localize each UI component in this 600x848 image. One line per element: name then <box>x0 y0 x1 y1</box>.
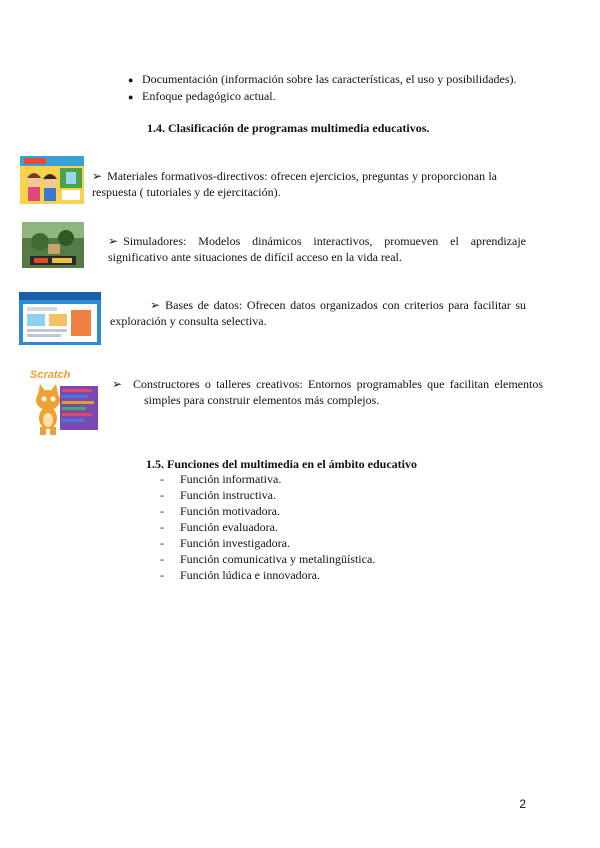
bullet-item: ● Documentación (información sobre las características, el uso y posibilidades). <box>128 72 517 86</box>
list-item: - Función evaluadora. <box>160 520 278 534</box>
list-item: - Función comunicativa y metalingüística. <box>160 552 376 566</box>
simulation-game-image <box>22 222 84 268</box>
classification-item-formative: ➢ Materiales formativos-directivos: ofrecen ejercicios, preguntas y proporcionan la respuesta ( tutoriales y de ejercitación). <box>92 169 497 199</box>
classification-item-simulators: ➢ Simuladores: Modelos dinámicos interactivos, promueven el aprendizaje significativo ante situaciones de difícil acceso en la vida real. <box>108 234 526 264</box>
list-item: - Función informativa. <box>160 472 282 486</box>
page-number: 2 <box>519 797 526 811</box>
list-item: - Función lúdica e innovadora. <box>160 568 320 582</box>
arrow-bullet-icon: ➢ <box>92 169 103 183</box>
section-heading: 1.5. Funciones del multimedia en el ámbito educativo <box>146 457 417 471</box>
bullet-dot-icon: ● <box>128 75 134 85</box>
arrow-bullet-icon: ➢ <box>108 234 119 248</box>
bullet-dot-icon: ● <box>128 92 134 102</box>
arrow-bullet-icon: ➢ <box>150 298 161 312</box>
list-item: - Función instructiva. <box>160 488 276 502</box>
database-website-image <box>19 292 101 345</box>
section-heading: 1.4. Clasificación de programas multimedia educativos. <box>147 121 430 135</box>
bullet-item: ● Enfoque pedagógico actual. <box>128 89 276 103</box>
list-item: - Función investigadora. <box>160 536 290 550</box>
classification-item-constructors: ➢ Constructores o talleres creativos: Entornos programables que facilitan elementos simples para construir elementos más complejos. <box>112 377 543 407</box>
functions-list <box>160 471 375 583</box>
scratch-cat-image <box>26 368 100 438</box>
children-cartoon-image <box>20 156 84 204</box>
scratch-logo-label: Scratch <box>30 369 71 381</box>
classification-item-databases: ➢ Bases de datos: Ofrecen datos organizados con criterios para facilitar su exploración y consulta selectiva. <box>110 298 526 328</box>
list-item: - Función motivadora. <box>160 504 280 518</box>
